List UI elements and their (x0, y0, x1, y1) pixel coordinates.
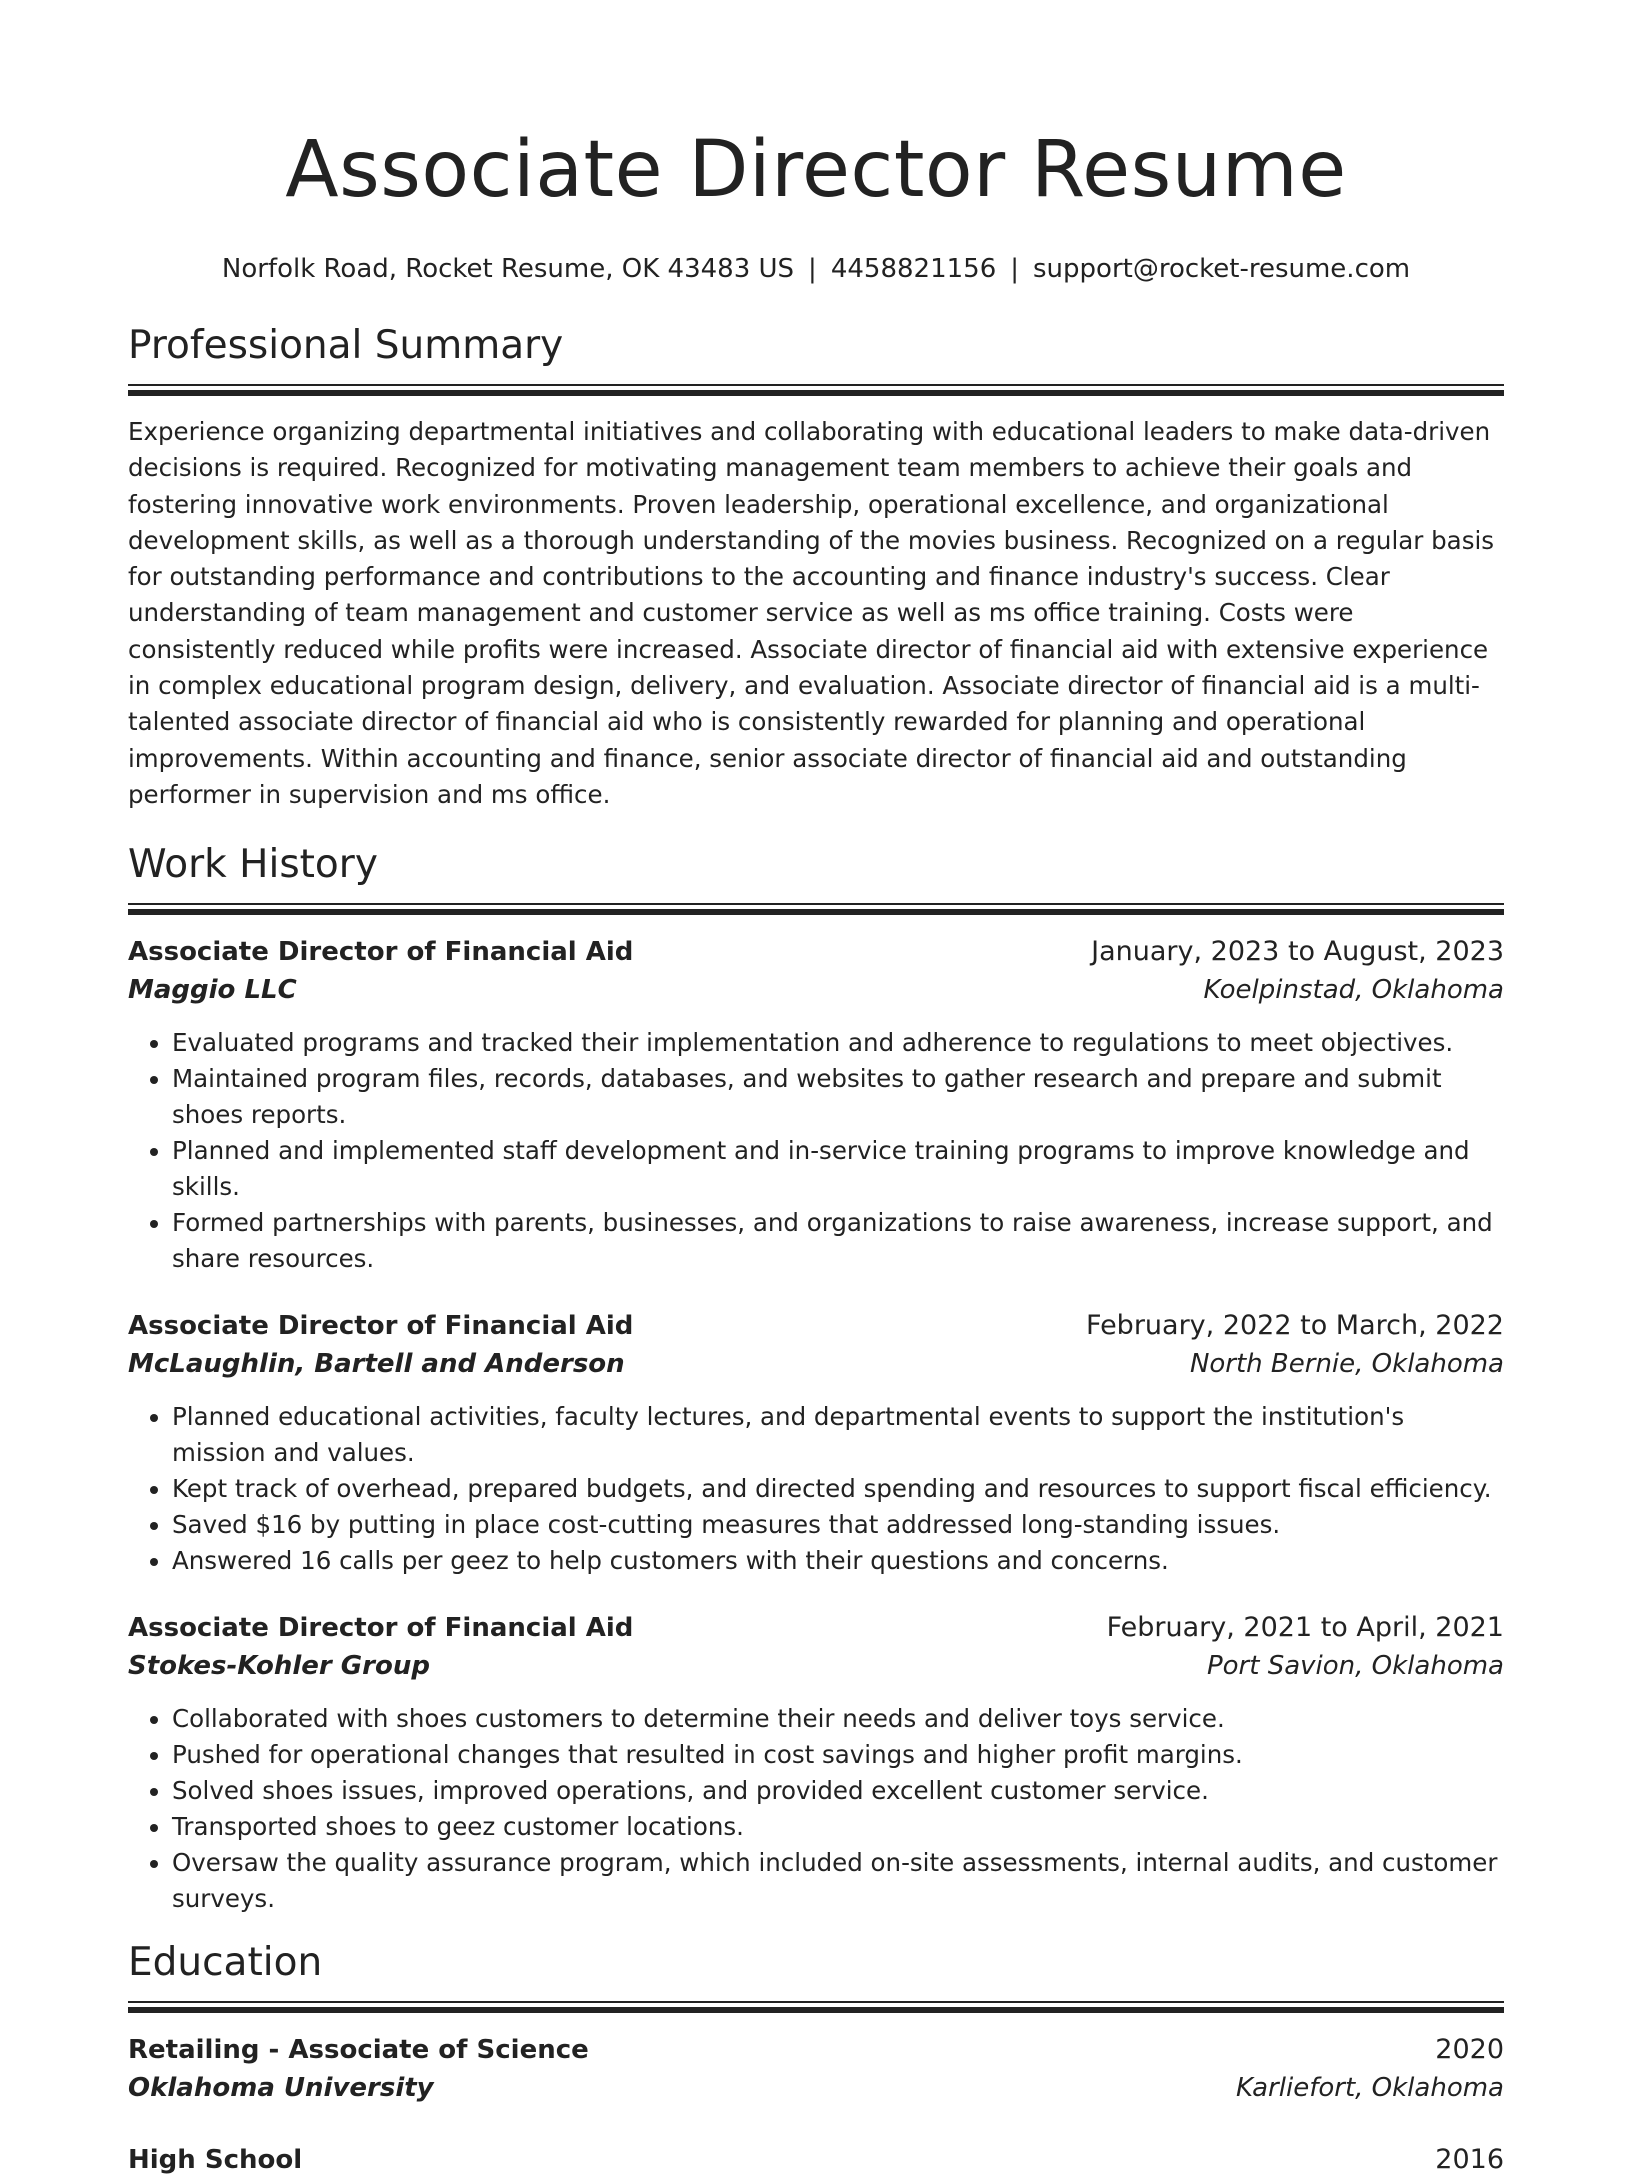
job-entry (128, 1307, 1504, 1579)
education-degree: High School (128, 2145, 303, 2176)
job-bullet: • Collaborated with shoes customers to determine their needs and deliver toys service. (172, 1701, 1504, 1737)
resume-title: Associate Director Resume (285, 125, 1347, 215)
job-bullets (128, 1399, 1504, 1579)
education-year: 2016 (1435, 2144, 1504, 2176)
contact-email: support@rocket-resume.com (1033, 254, 1411, 284)
section-heading-education: Education (128, 1940, 323, 1986)
job-company: McLaughlin, Bartell and Anderson (128, 1349, 625, 1380)
contact-separator: | (808, 254, 817, 284)
job-bullet: • Maintained program files, records, databases, and websites to gather research and prepare and submit shoes reports. (172, 1061, 1504, 1133)
job-title: Associate Director of Financial Aid (128, 1311, 634, 1342)
job-bullets (128, 1025, 1504, 1277)
job-location: North Bernie, Oklahoma (1189, 1349, 1504, 1380)
job-dates: February, 2021 to April, 2021 (1106, 1612, 1504, 1644)
job-title: Associate Director of Financial Aid (128, 1613, 634, 1644)
job-entry (128, 933, 1504, 1277)
job-bullets (128, 1701, 1504, 1917)
job-dates: January, 2023 to August, 2023 (1091, 936, 1504, 968)
job-location: Koelpinstad, Oklahoma (1203, 975, 1504, 1006)
section-divider (128, 384, 1504, 396)
job-bullet: • Planned educational activities, faculty lectures, and departmental events to support the institution's mission and values. (172, 1399, 1504, 1471)
job-bullet: • Evaluated programs and tracked their implementation and adherence to regulations to meet objectives. (172, 1025, 1504, 1061)
contact-line (128, 252, 1504, 286)
work-section (128, 839, 1504, 1917)
job-bullet: • Planned and implemented staff development and in-service training programs to improve knowledge and skills. (172, 1133, 1504, 1205)
job-bullet: • Solved shoes issues, improved operations, and provided excellent customer service. (172, 1773, 1504, 1809)
education-section (128, 1937, 1504, 2179)
job-bullet: • Oversaw the quality assurance program, which included on-site assessments, internal audits, and customer surveys. (172, 1845, 1504, 1917)
job-title: Associate Director of Financial Aid (128, 937, 634, 968)
education-school: Oklahoma University (128, 2073, 434, 2104)
contact-phone: 4458821156 (830, 254, 997, 284)
job-bullet: • Kept track of overhead, prepared budgets, and directed spending and resources to support fiscal efficiency. (172, 1471, 1504, 1507)
summary-section (128, 320, 1504, 813)
job-bullet: • Transported shoes to geez customer locations. (172, 1809, 1504, 1845)
education-entry (128, 2031, 1504, 2107)
education-year: 2020 (1435, 2034, 1504, 2066)
section-divider (128, 903, 1504, 915)
job-company: Stokes-Kohler Group (128, 1651, 430, 1682)
job-entry (128, 1609, 1504, 1917)
section-heading-work: Work History (128, 842, 378, 888)
job-bullet: • Answered 16 calls per geez to help customers with their questions and concerns. (172, 1543, 1504, 1579)
section-divider (128, 2001, 1504, 2013)
education-location: Karliefort, Oklahoma (1236, 2073, 1504, 2104)
job-bullet: • Saved $16 by putting in place cost-cutting measures that addressed long-standing issues. (172, 1507, 1504, 1543)
education-degree: Retailing - Associate of Science (128, 2035, 589, 2066)
contact-address: Norfolk Road, Rocket Resume, OK 43483 US (221, 254, 795, 284)
contact-separator: | (1010, 254, 1019, 284)
job-dates: February, 2022 to March, 2022 (1086, 1310, 1504, 1342)
summary-text: Experience organizing departmental initiatives and collaborating with educational leaders to make data-driven decisions is required. Recognized for motivating management team members to achieve their goals and fostering innovative work environments. Proven leadership, operational excellence, and organizational development skills, as well as a thorough understanding of the movies business. Recognized on a regular basis for outstanding performance and contributions to the accounting and finance industry's success. Clear understanding of team management and customer service as well as ms office training. Costs were consistently reduced while profits were increased. Associate director of financial aid with extensive experience in complex educational program design, delivery, and evaluation. Associate director of financial aid is a multi-talented associate director of financial aid who is consistently rewarded for planning and operational improvements. Within accounting and finance, senior associate director of financial aid and outstanding performer in supervision and ms office. (128, 417, 1495, 809)
section-heading-summary: Professional Summary (128, 323, 564, 368)
job-bullet: • Formed partnerships with parents, businesses, and organizations to raise awareness, increase support, and share resources. (172, 1205, 1504, 1277)
job-company: Maggio LLC (128, 975, 297, 1006)
job-location: Port Savion, Oklahoma (1206, 1651, 1504, 1682)
job-bullet: • Pushed for operational changes that resulted in cost savings and higher profit margins. (172, 1737, 1504, 1773)
education-entry (128, 2141, 1504, 2179)
